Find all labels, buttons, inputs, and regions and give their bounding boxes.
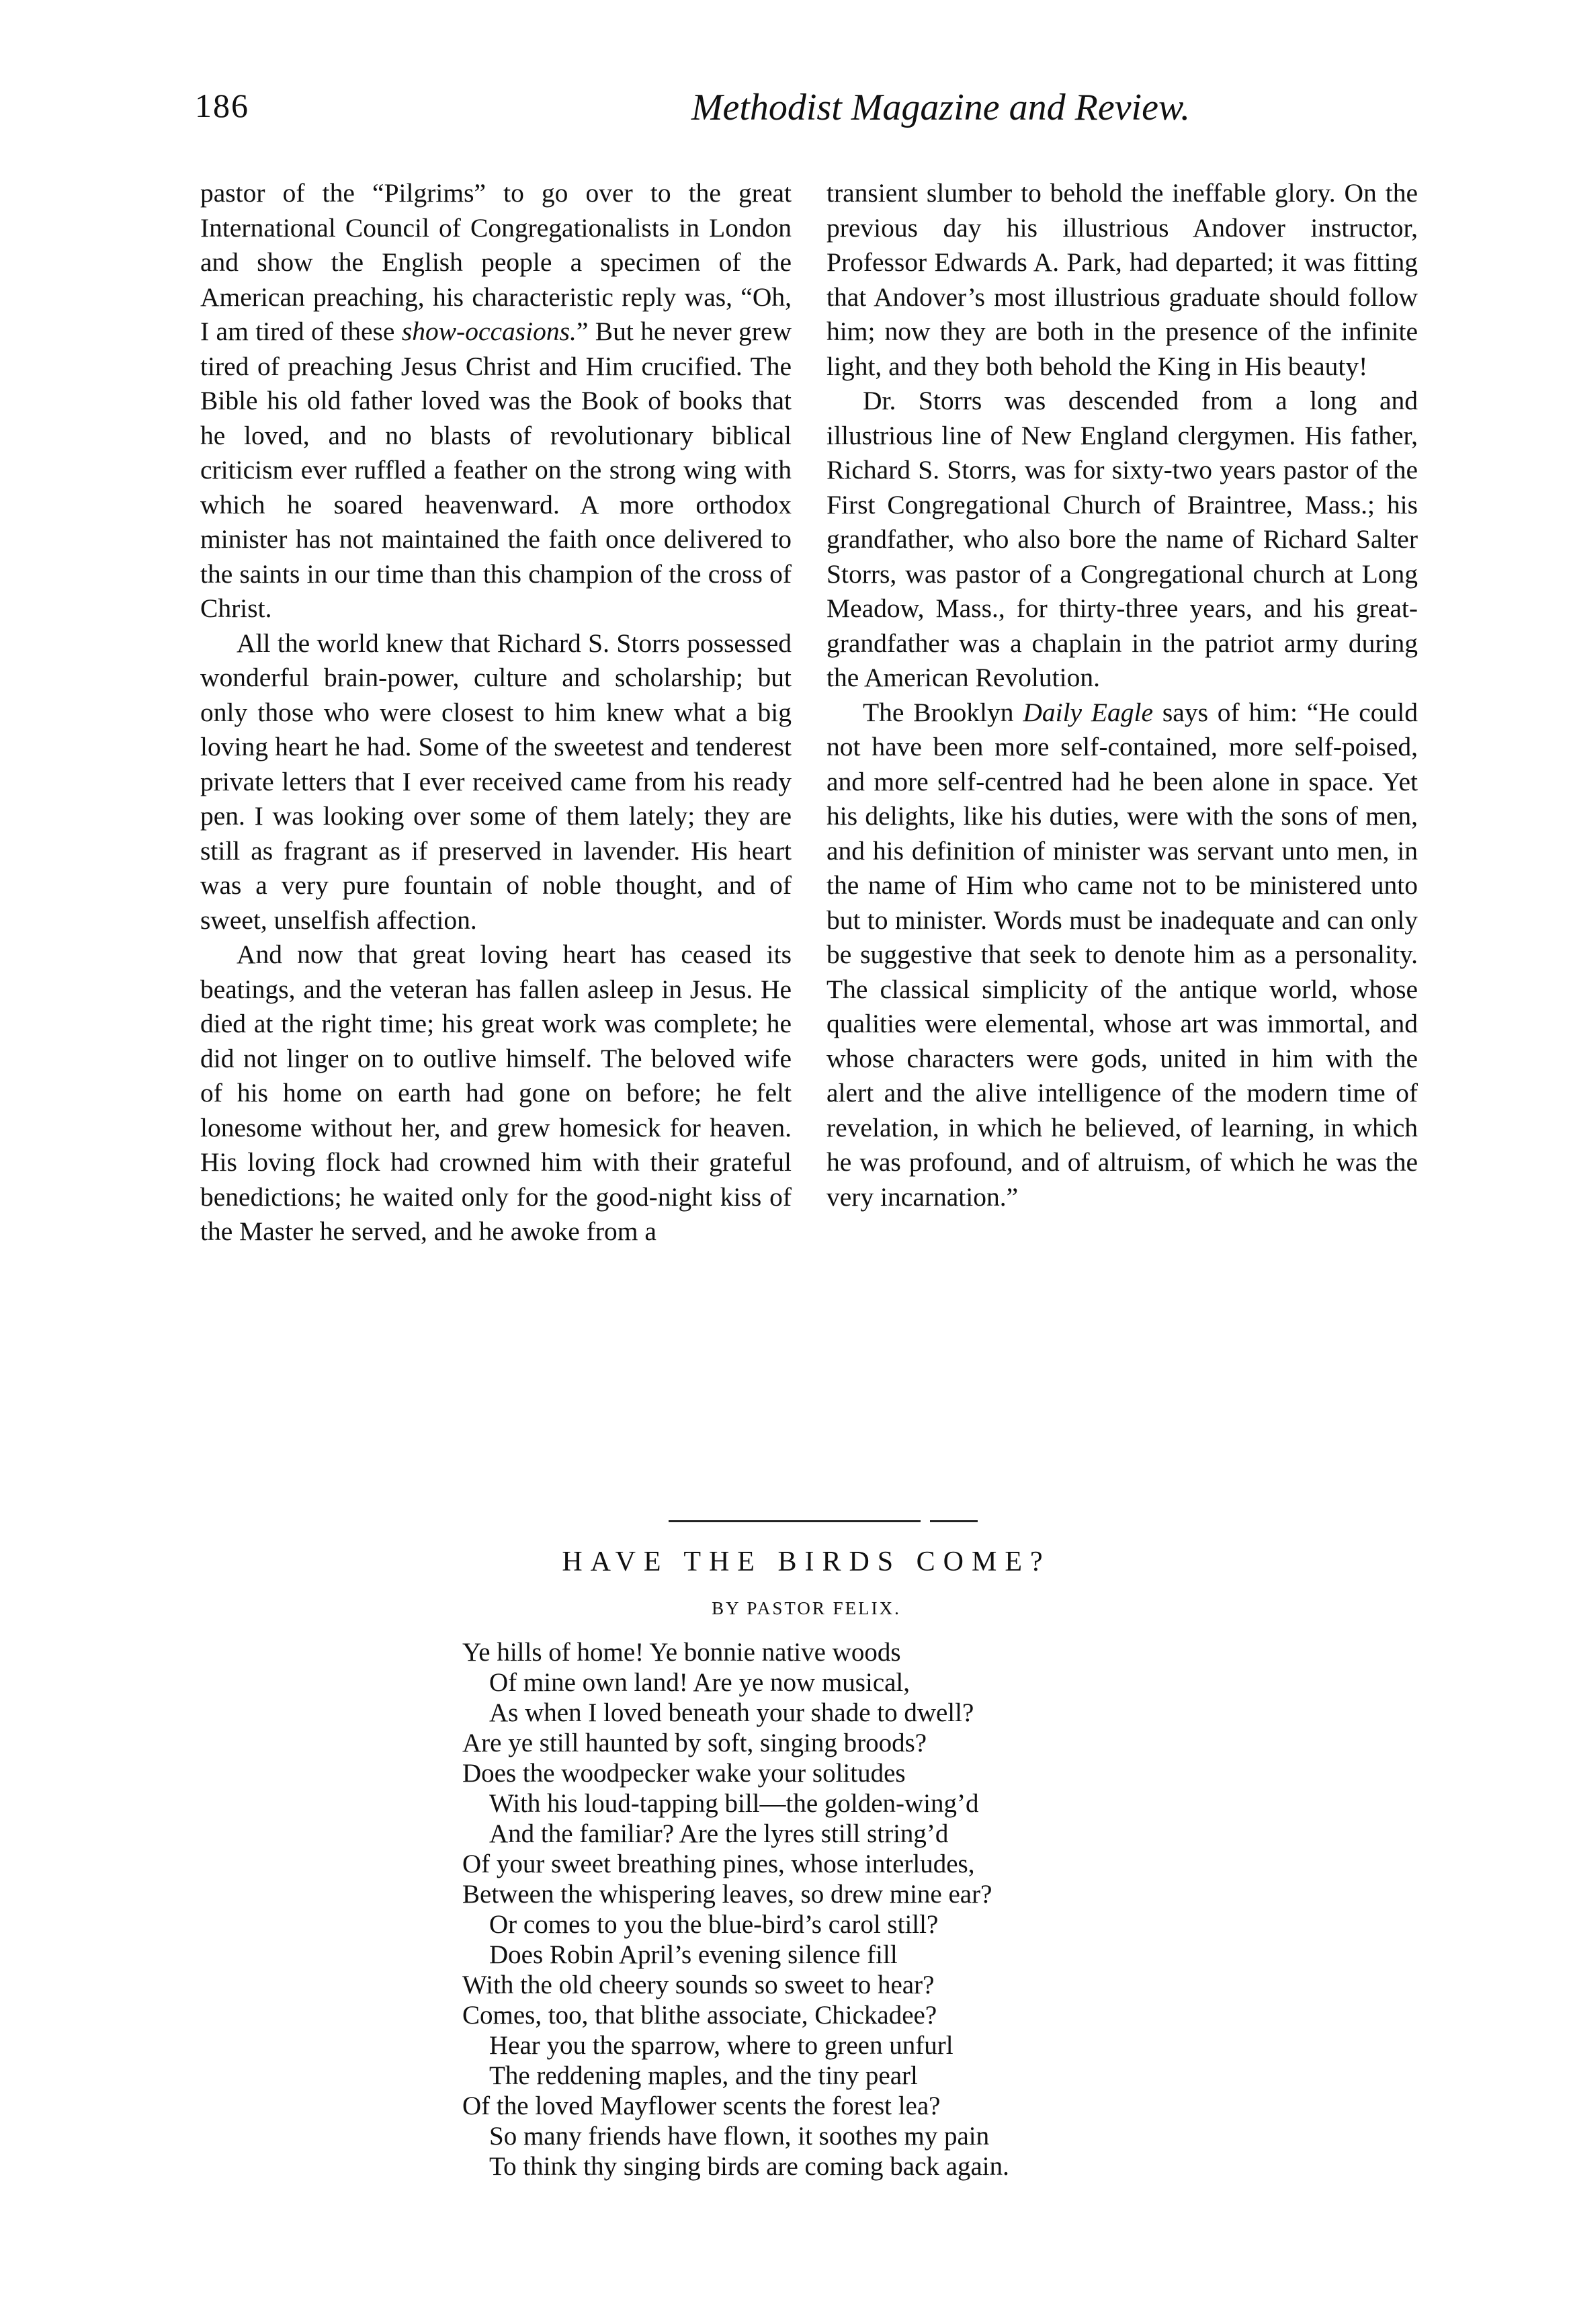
emphasis-text: show-occasions.: [401, 317, 577, 346]
poem-line: With the old cheery sounds so sweet to hear?: [462, 1970, 935, 1999]
poem-line: Hear you the sparrow, where to green unfurl: [489, 2031, 953, 2060]
poem-line: Or comes to you the blue-bird’s carol still?: [489, 1910, 939, 1939]
paragraph-text: pastor of the “Pilgrims” to go over to the great International Council of Congregationalists in London and show the English people a specimen of the American preaching, his characteristic reply was, “Oh, I am tired of these: [200, 178, 792, 346]
paragraph: All the world knew that Richard S. Storrs possessed wonderful brain-power, culture and scholarship; but only those who were closest to him knew what a big loving heart he had. Some of the sweetest and tenderest private letters that I ever received came from his ready pen. I was looking over some of them lately; they are still as fragrant as if preserved in lavender. His heart was a very pure fountain of noble thought, and of sweet, unselfish affection.: [200, 628, 792, 935]
poem-title: HAVE THE BIRDS COME?: [562, 1546, 1051, 1577]
paragraph: Dr. Storrs was descended from a long and illustrious line of New England clergymen. His father, Richard S. Storrs, was for sixty-two years pastor of the First Congregational Church of Braintree, Mass.; his grandfather, who also bore the name of Richard Salter Storrs, was pastor of a Congregational church at Long Meadow, Mass., for thirty-three years, and his great-grandfather was a chaplain in the patriot army during the American Revolution.: [826, 386, 1418, 692]
poem-line: Are ye still haunted by soft, singing broods?: [462, 1729, 927, 1757]
paragraph-text: ” But he never grew tired of preaching Jesus Christ and Him crucified. The Bible his old father loved was the Book of books that he loved, and no blasts of revolutionary biblical criticism ever ruffled a feather on the strong wing with which he soared heavenward. A more orthodox minister has not maintained the faith once delivered to the saints in our time than this champion of the cross of Christ.: [200, 317, 792, 623]
paragraph: And now that great loving heart has ceased its beatings, and the veteran has fallen asleep in Jesus. He died at the right time; his great work was complete; he did not linger on to outlive himself. The beloved wife of his home on earth had gone on before; he felt lonesome without her, and grew homesick for heaven. His loving flock had crowned him with their grateful benedictions; he waited only for the good-night kiss of the Master he served, and he awoke from a: [200, 940, 792, 1246]
poem-line: As when I loved beneath your shade to dwell?: [489, 1698, 974, 1727]
poem-line: Comes, too, that blithe associate, Chickadee?: [462, 2001, 937, 2030]
poem-line: To think thy singing birds are coming back again.: [489, 2152, 1009, 2181]
poem-line: The reddening maples, and the tiny pearl: [489, 2061, 918, 2090]
poem-line: Does Robin April’s evening silence fill: [489, 1940, 898, 1969]
page-header: [195, 86, 1404, 147]
paragraph: [826, 696, 1418, 1215]
right-column: [826, 176, 1418, 1214]
poem-line: Ye hills of home! Ye bonnie native woods: [462, 1638, 901, 1667]
poem-line: So many friends have flown, it soothes my pain: [489, 2122, 990, 2151]
emphasis-text: Daily Eagle: [1023, 697, 1154, 727]
paragraph-text: says of him: “He could not have been more self-contained, more self-poised, and more self-centred had he been alone in space. Yet his delights, like his duties, were with the sons of men, and his definition of minister was servant unto men, in the name of Him who came not to be ministered unto but to minister. Words must be inadequate and can only be suggestive that seek to denote him as a personality. The classical simplicity of the antique world, whose qualities were elemental, whose art was immortal, and whose characters were gods, united in him with the alert and the alive intelligence of the modern time of revelation, in which he believed, of learning, in which he was profound, and of altruism, of which he was the very incarnation.”: [826, 697, 1418, 1212]
poem-byline: BY PASTOR FELIX.: [712, 1598, 901, 1618]
poem-line: Of your sweet breathing pines, whose interludes,: [462, 1850, 975, 1878]
poem-line: Does the woodpecker wake your solitudes: [462, 1759, 906, 1788]
poem-body: [462, 1637, 1336, 2182]
paragraph-continued: transient slumber to behold the ineffable glory. On the previous day his illustrious Andover instructor, Professor Edwards A. Park, had departed; it was fitting that Andover’s most illustrious graduate should follow him; now they are both in the presence of the infinite light, and they both behold the King in His beauty!: [826, 178, 1418, 381]
poem-line: Of mine own land! Are ye now musical,: [489, 1668, 910, 1697]
poem-line: Of the loved Mayflower scents the forest lea?: [462, 2091, 941, 2120]
poem-line: Between the whispering leaves, so drew mine ear?: [462, 1880, 992, 1909]
section-divider: [669, 1520, 978, 1522]
running-title: Methodist Magazine and Review.: [691, 87, 1191, 128]
paragraph-text: The Brooklyn: [863, 697, 1023, 727]
page-number: 186: [195, 87, 249, 124]
poem-line: And the familiar? Are the lyres still string’d: [489, 1819, 949, 1848]
poem-line: With his loud-tapping bill—the golden-wing’d: [489, 1789, 979, 1818]
left-column: [200, 176, 792, 1249]
paragraph-continued: [200, 176, 792, 626]
